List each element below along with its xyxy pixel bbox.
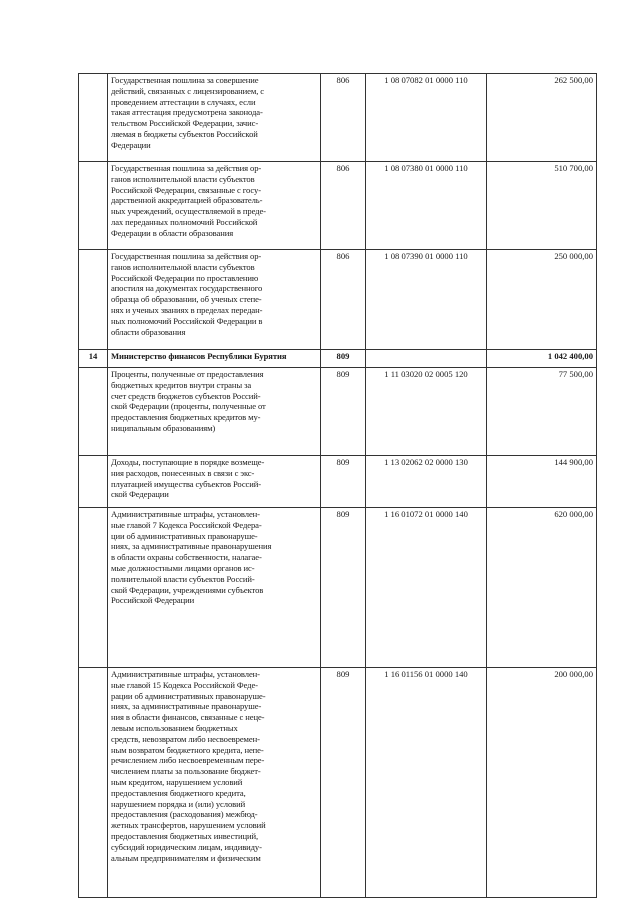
row-number-cell (79, 162, 108, 250)
budget-code-cell: 1 16 01072 01 0000 140 (366, 508, 487, 668)
row-number-cell (79, 508, 108, 668)
budget-code-cell: 1 08 07380 01 0000 110 (366, 162, 487, 250)
revenue-name-cell: Государственная пошлина за совершение действий, связанных с лицензированием, с проведением аттестации в случаях, если такая аттестация предусмотрена законода- тельством Российской Федерации, зачис- ляемая в бюджеты субъектов Российской Федерации (108, 74, 321, 162)
budget-code-cell (366, 350, 487, 368)
budget-code-cell: 1 08 07390 01 0000 110 (366, 250, 487, 350)
revenue-table (78, 73, 597, 898)
admin-code-cell: 809 (321, 668, 366, 898)
table-row (79, 162, 597, 250)
amount-cell: 144 900,00 (487, 456, 597, 508)
admin-code-cell: 806 (321, 162, 366, 250)
table-row (79, 508, 597, 668)
amount-cell: 620 000,00 (487, 508, 597, 668)
row-number-cell (79, 668, 108, 898)
table-row (79, 74, 597, 162)
budget-code-cell: 1 13 02062 02 0000 130 (366, 456, 487, 508)
ministry-row (79, 350, 597, 368)
revenue-name-cell: Доходы, поступающие в порядке возмеще- ния расходов, понесенных в связи с экс- плуатацией имущества субъектов Россий- ской Федерации (108, 456, 321, 508)
revenue-name-cell: Проценты, полученные от предоставления бюджетных кредитов внутри страны за счет средств бюджетов субъектов Россий- ской Федерации (проценты, полученные от предоставления бюджетных кредитов му- ниципальным образованиям) (108, 368, 321, 456)
amount-cell: 250 000,00 (487, 250, 597, 350)
budget-code-cell: 1 16 01156 01 0000 140 (366, 668, 487, 898)
revenue-name-cell: Государственная пошлина за действия ор- ганов исполнительной власти субъектов Российской Федерации по проставлению апостиля на документах государственного образца об образовании, об ученых степе- нях и ученых званиях в пределах передан- ных полномочий Российской Федерации в области образования (108, 250, 321, 350)
revenue-name-cell: Министерство финансов Республики Бурятия (108, 350, 321, 368)
admin-code-cell: 809 (321, 456, 366, 508)
admin-code-cell: 809 (321, 508, 366, 668)
row-number-cell (79, 250, 108, 350)
revenue-name-cell: Административные штрафы, установлен- ные главой 7 Кодекса Российской Федера- ции об административных правонаруше- ниях, за административные правонарушения в области охраны собственности, налагае- мые должностными лицами органов ис- полнительной власти субъектов Россий- ской Федерации, учреждениями субъектов Российской Федерации (108, 508, 321, 668)
row-number-cell: 14 (79, 350, 108, 368)
revenue-name-cell: Государственная пошлина за действия ор- ганов исполнительной власти субъектов Российской Федерации, связанные с госу- дарственной аккредитацией образователь- ных учреждений, осуществляемой в преде- лах переданных полномочий Российской Федерации в области образования (108, 162, 321, 250)
table-row (79, 668, 597, 898)
budget-code-cell: 1 11 03020 02 0005 120 (366, 368, 487, 456)
table-row (79, 250, 597, 350)
row-number-cell (79, 74, 108, 162)
table-body (79, 74, 597, 898)
admin-code-cell: 809 (321, 350, 366, 368)
admin-code-cell: 806 (321, 74, 366, 162)
budget-code-cell: 1 08 07082 01 0000 110 (366, 74, 487, 162)
row-number-cell (79, 368, 108, 456)
amount-cell: 1 042 400,00 (487, 350, 597, 368)
table-row (79, 456, 597, 508)
amount-cell: 200 000,00 (487, 668, 597, 898)
table-row (79, 368, 597, 456)
revenue-name-cell: Административные штрафы, установлен- ные главой 15 Кодекса Российской Феде- рации об административных правонаруше- ниях, за административные правонаруше- ния в области финансов, связанные с неце- левым использованием бюджетных средств, невозвратом либо несвоевремен- ным возвратом бюджетного кредита, непе- речислением либо несвоевременным пере- числением платы за пользование бюджет- ным кредитом, нарушением условий предоставления бюджетного кредита, нарушением порядка и (или) условий предоставления (расходования) межбюд- жетных трансфертов, нарушением условий предоставления бюджетных инвестиций, субсидий юридическим лицам, индивиду- альным предпринимателям и физическим (108, 668, 321, 898)
admin-code-cell: 806 (321, 250, 366, 350)
admin-code-cell: 809 (321, 368, 366, 456)
amount-cell: 262 500,00 (487, 74, 597, 162)
row-number-cell (79, 456, 108, 508)
amount-cell: 77 500,00 (487, 368, 597, 456)
amount-cell: 510 700,00 (487, 162, 597, 250)
